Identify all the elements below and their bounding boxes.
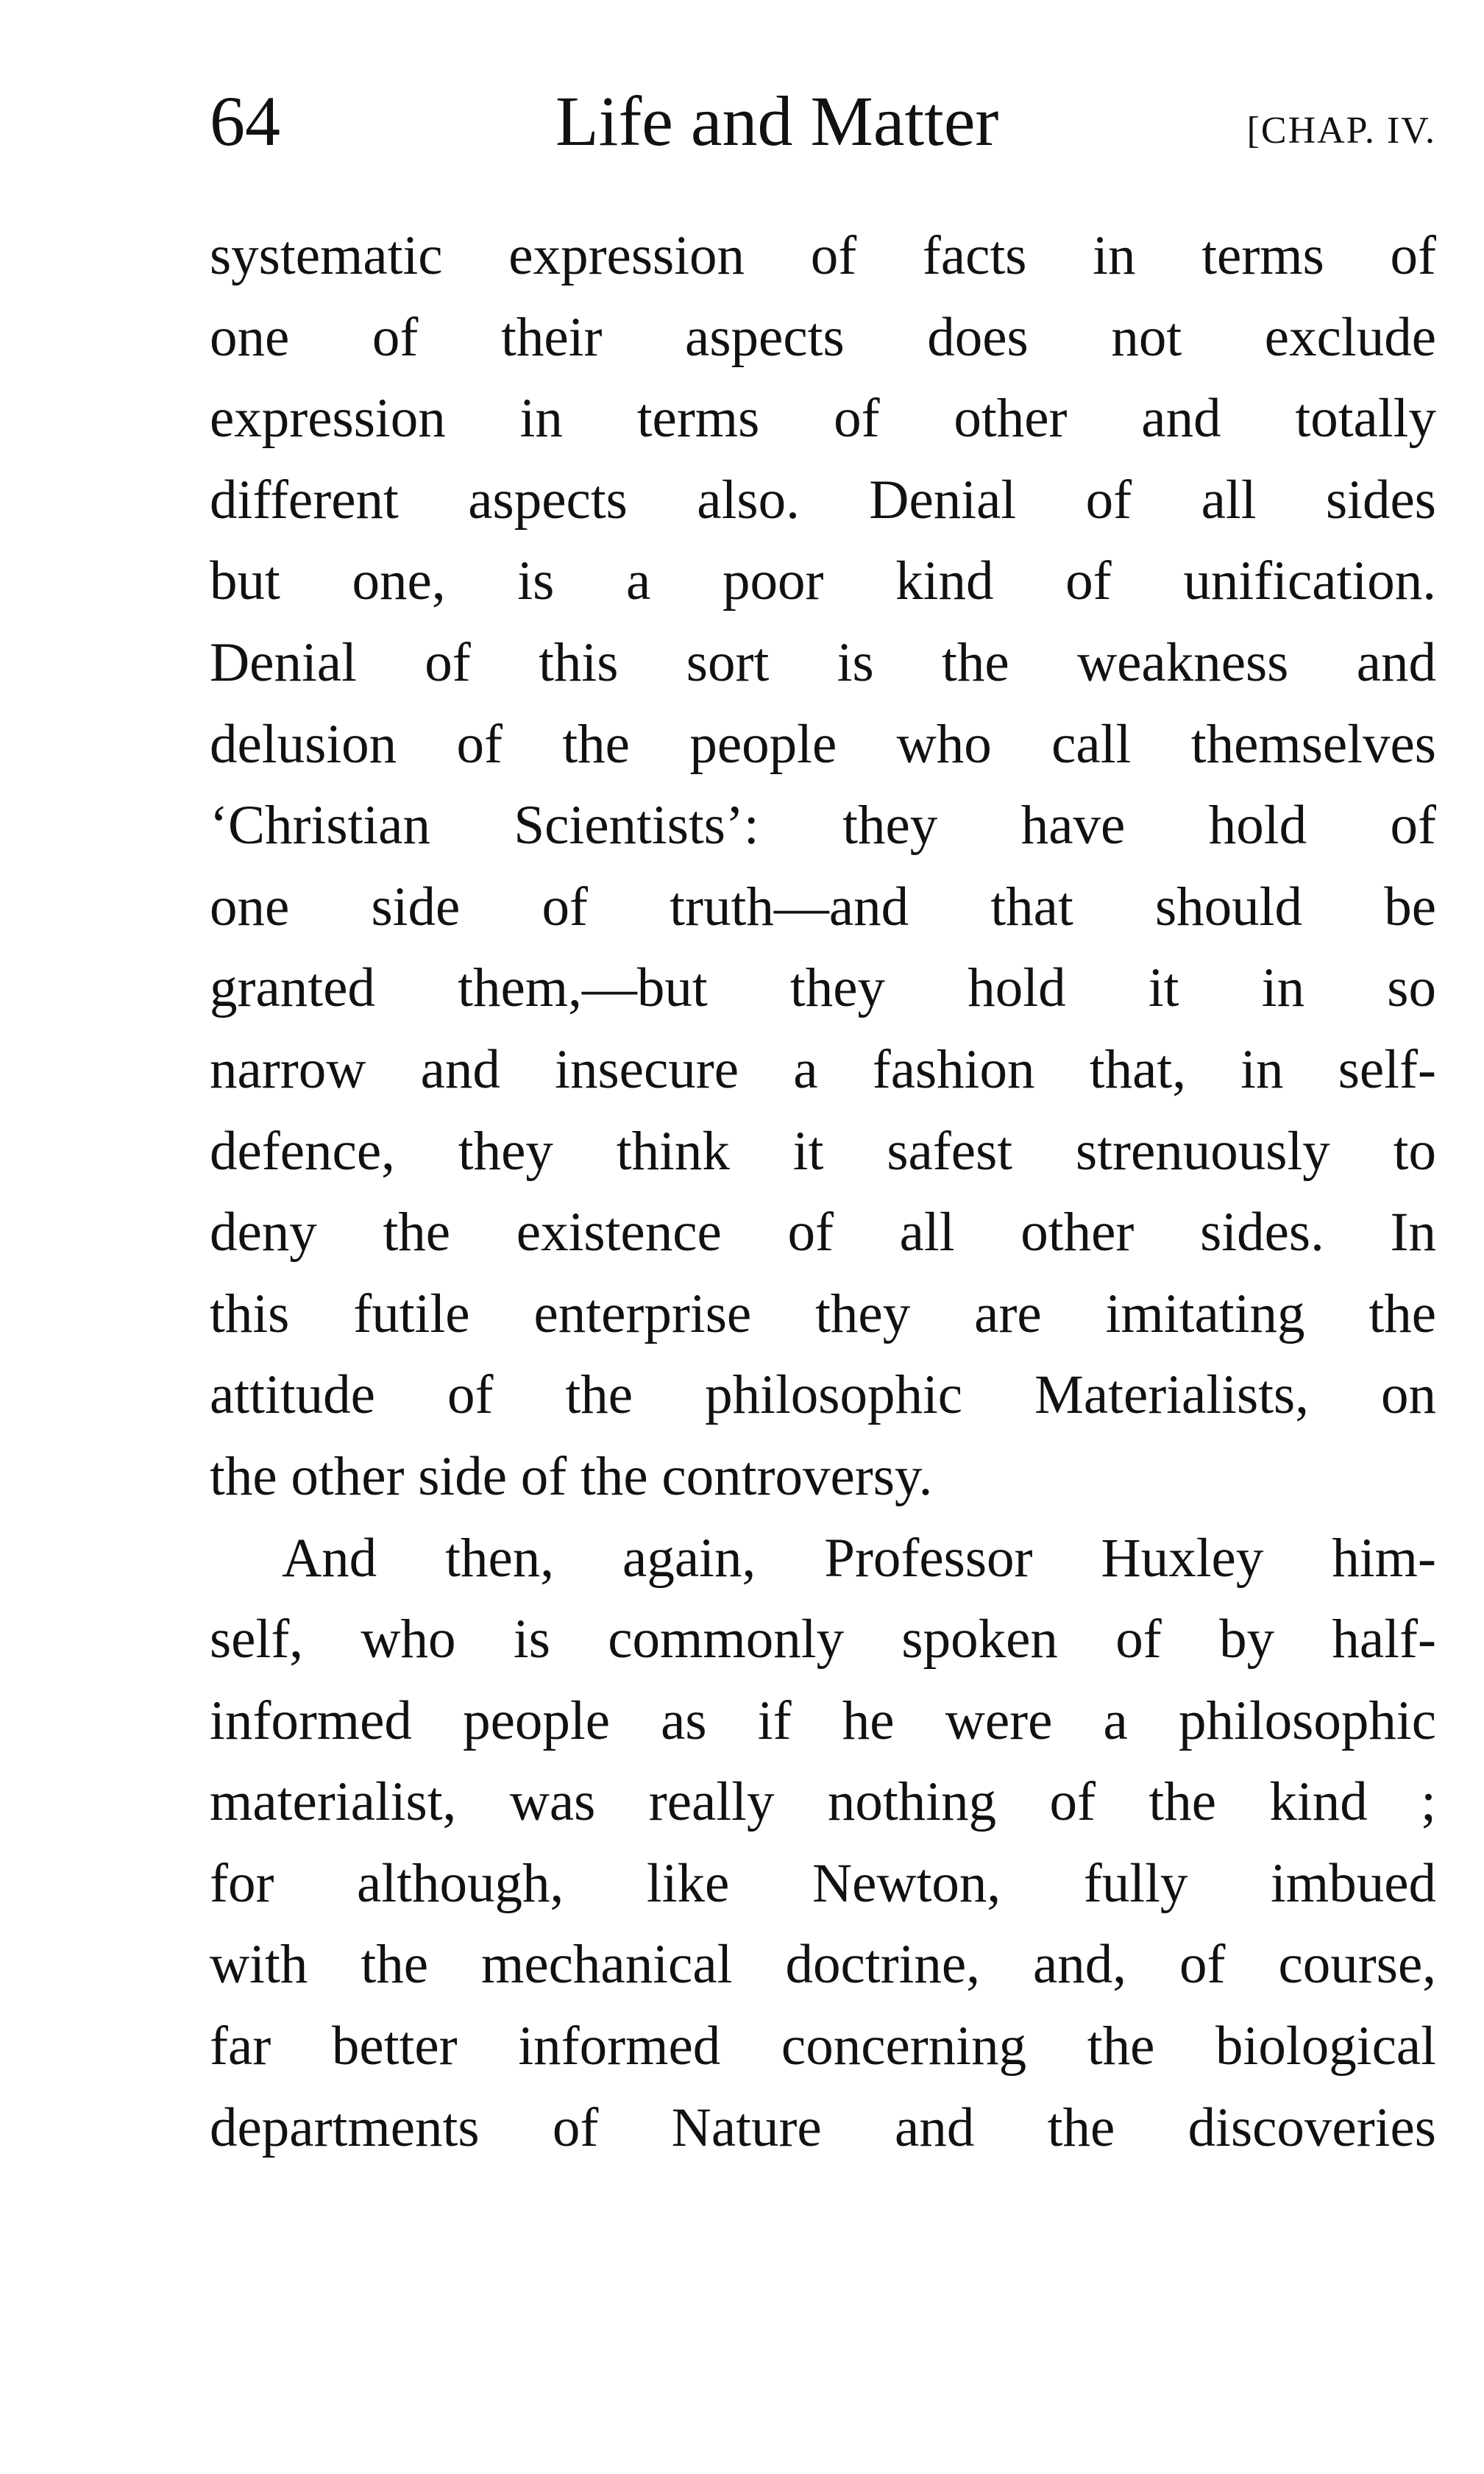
text-line: systematic expression of facts in terms of bbox=[210, 225, 1436, 286]
text-line: expression in terms of other and totally bbox=[210, 388, 1436, 450]
text-line: deny the existence of all other sides. In bbox=[210, 1202, 1436, 1263]
text-line: delusion of the people who call themselves bbox=[210, 713, 1436, 775]
page-body bbox=[210, 216, 1436, 2169]
text-line: narrow and insecure a fashion that, in self- bbox=[210, 1038, 1436, 1100]
text-line: And then, again, Professor Huxley him- bbox=[282, 1527, 1436, 1589]
text-line: materialist, was really nothing of the kind ; bbox=[210, 1771, 1436, 1833]
text-line: Denial of this sort is the weakness and bbox=[210, 631, 1436, 693]
paragraph-2 bbox=[210, 1518, 1436, 2169]
text-line: defence, they think it safest strenuously to bbox=[210, 1120, 1436, 1182]
text-line: informed people as if he were a philosophic bbox=[210, 1690, 1436, 1751]
text-line: granted them,—but they hold it in so bbox=[210, 957, 1436, 1019]
text-line: but one, is a poor kind of unification. bbox=[210, 550, 1436, 612]
text-line: departments of Nature and the discoveries bbox=[210, 2096, 1436, 2158]
page-header bbox=[210, 74, 1436, 169]
paragraph-1 bbox=[210, 216, 1436, 1518]
page-number: 64 bbox=[210, 82, 280, 160]
text-line: different aspects also. Denial of all sides bbox=[210, 469, 1436, 531]
text-line: one of their aspects does not exclude bbox=[210, 306, 1436, 368]
text-line: this futile enterprise they are imitating the bbox=[210, 1283, 1436, 1344]
text-line: one side of truth—and that should be bbox=[210, 876, 1436, 938]
text-line: self, who is commonly spoken of by half- bbox=[210, 1609, 1436, 1670]
text-line: with the mechanical doctrine, and, of course, bbox=[210, 1934, 1436, 1996]
chapter-reference: [CHAP. IV. bbox=[1246, 110, 1436, 152]
text-line: the other side of the controversy. bbox=[210, 1445, 933, 1507]
running-title: Life and Matter bbox=[555, 82, 999, 160]
text-line: attitude of the philosophic Materialists, on bbox=[210, 1364, 1436, 1426]
text-line: for although, like Newton, fully imbued bbox=[210, 1852, 1436, 1914]
text-line: far better informed concerning the biological bbox=[210, 2016, 1436, 2077]
text-line: ‘Christian Scientists’: they have hold of bbox=[210, 795, 1436, 857]
